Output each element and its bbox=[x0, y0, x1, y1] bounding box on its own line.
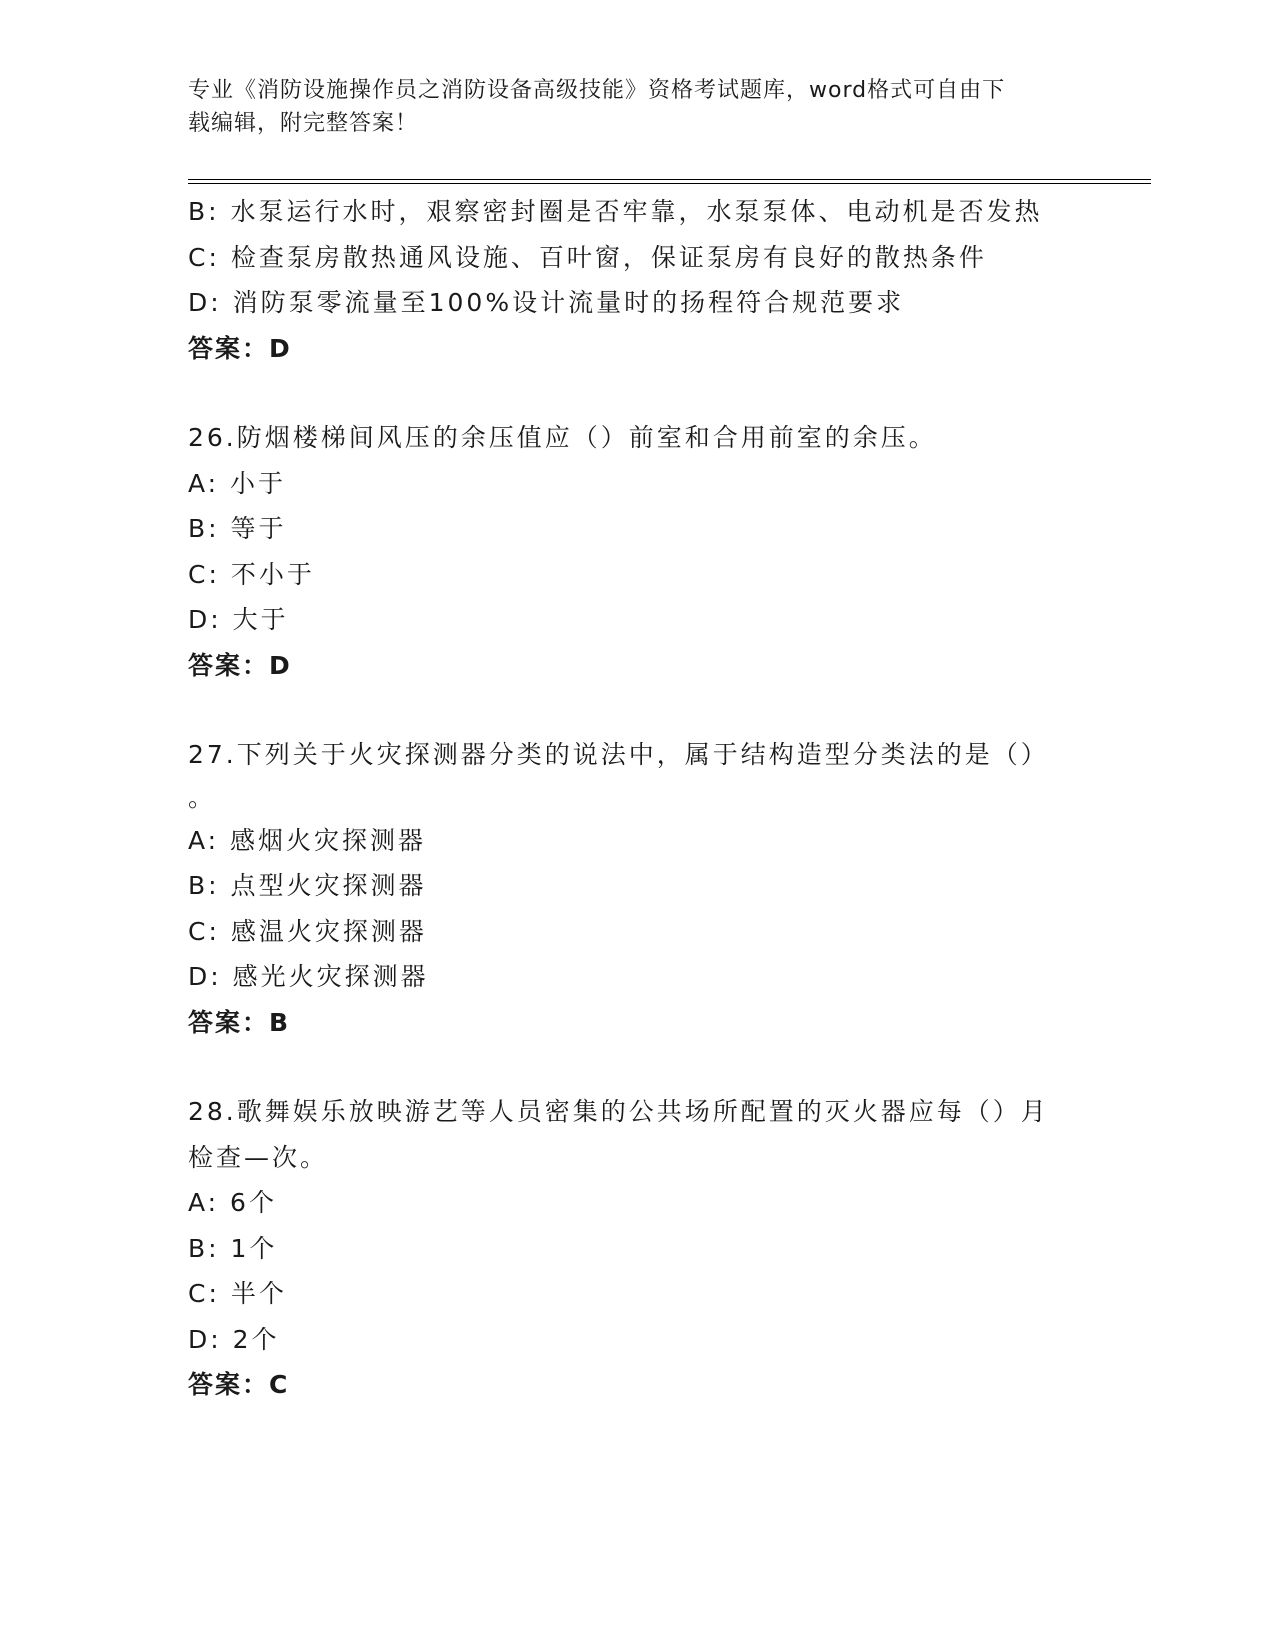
option-d: D: 大于 bbox=[188, 605, 289, 634]
option-a: A: 小于 bbox=[188, 468, 287, 498]
answer-label: 答案：D bbox=[188, 650, 292, 680]
option-a: A: 6个 bbox=[188, 1188, 277, 1217]
answer-label: 答案：B bbox=[188, 1007, 291, 1037]
option-c: C: 不小于 bbox=[188, 559, 315, 589]
question-stem: 27.下列关于火灾探测器分类的说法中，属于结构造型分类法的是（） bbox=[188, 740, 1049, 769]
header-line-1: 专业《消防设施操作员之消防设备高级技能》资格考试题库，word格式可自由下 bbox=[188, 78, 1006, 103]
option-c: C: 检查泵房散热通风设施、百叶窗，保证泵房有良好的散热条件 bbox=[188, 242, 987, 272]
question-stem: 26.防烟楼梯间风压的余压值应（）前室和合用前室的余压。 bbox=[188, 423, 937, 452]
answer-label: 答案：D bbox=[188, 333, 292, 363]
document-header bbox=[188, 74, 1088, 140]
question-stem-continued: 检查—次。 bbox=[188, 1142, 329, 1172]
question-list bbox=[188, 189, 1088, 1408]
option-b: B: 1个 bbox=[188, 1233, 278, 1263]
answer-label: 答案：C bbox=[188, 1370, 290, 1399]
header-line-2: 载编辑，附完整答案！ bbox=[188, 111, 419, 136]
option-c: C: 半个 bbox=[188, 1279, 287, 1308]
question-stem-continued: 。 bbox=[188, 782, 217, 812]
option-a: A: 感烟火灾探测器 bbox=[188, 825, 427, 855]
option-b: B: 水泵运行水时，艰察密封圈是否牢靠，水泵泵体、电动机是否发热 bbox=[188, 197, 1043, 226]
option-d: D: 消防泵零流量至100%设计流量时的扬程符合规范要求 bbox=[188, 288, 905, 317]
question-stem: 28.歌舞娱乐放映游艺等人员密集的公共场所配置的灭火器应每（）月 bbox=[188, 1097, 1049, 1126]
option-b: B: 等于 bbox=[188, 514, 287, 543]
option-c: C: 感温火灾探测器 bbox=[188, 916, 427, 946]
header-divider bbox=[188, 179, 1151, 184]
option-b: B: 点型火灾探测器 bbox=[188, 871, 427, 900]
question-25-continued bbox=[188, 189, 1088, 371]
question-27 bbox=[188, 732, 1088, 1045]
option-d: D: 2个 bbox=[188, 1324, 280, 1354]
question-26 bbox=[188, 415, 1088, 688]
option-d: D: 感光火灾探测器 bbox=[188, 962, 429, 991]
question-28 bbox=[188, 1089, 1088, 1408]
